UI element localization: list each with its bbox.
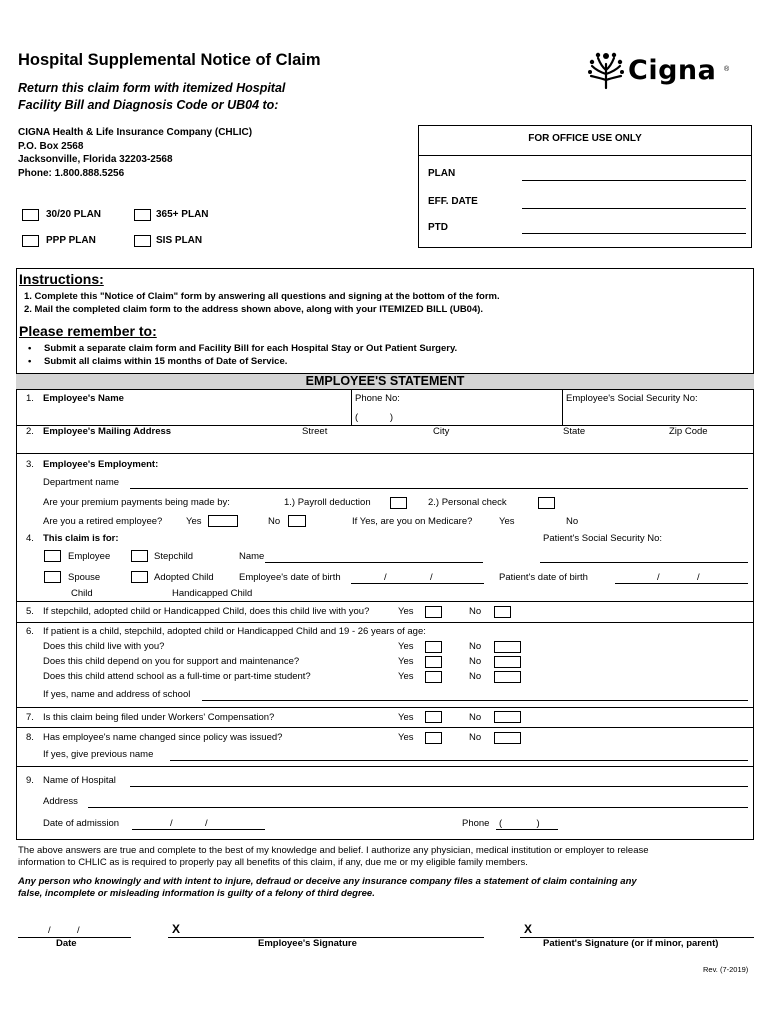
remember-item-2: Submit all claims within 15 months of Date of Service.: [44, 356, 288, 367]
q2-number: 2.: [26, 426, 34, 437]
q6a-yes-checkbox[interactable]: [425, 641, 442, 653]
medicare-label: If Yes, are you on Medicare?: [352, 516, 473, 527]
q5-yes-checkbox[interactable]: [425, 606, 442, 618]
patient-ssn-field[interactable]: [540, 562, 748, 563]
zip-label: Zip Code: [669, 426, 708, 437]
retired-employee-label: Are you a retired employee?: [43, 516, 163, 527]
tree-of-life-icon: [588, 50, 624, 90]
q6c-no-checkbox[interactable]: [494, 671, 521, 683]
q8-no-label: No: [469, 732, 482, 743]
employee-statement-header: EMPLOYEE'S STATEMENT: [16, 373, 754, 390]
stepchild-option-label: Stepchild: [154, 551, 194, 562]
q2-mailing-address-label: Employee's Mailing Address: [43, 426, 172, 437]
instructions-title: Instructions:: [19, 271, 104, 287]
plan-30-20-checkbox[interactable]: [22, 209, 39, 221]
school-field[interactable]: [202, 700, 748, 701]
q8-number: 8.: [26, 732, 34, 743]
admission-slash-2: /: [205, 818, 208, 829]
q8-name-changed-label: Has employee's name changed since policy was issued?: [43, 732, 283, 743]
form-title: Hospital Supplemental Notice of Claim: [18, 51, 321, 69]
q6c-yes-label: Yes: [398, 671, 414, 682]
address-po-box: P.O. Box 2568: [18, 140, 84, 152]
stepchild-checkbox[interactable]: [131, 550, 148, 562]
patient-name-field[interactable]: [265, 562, 483, 563]
q7-number: 7.: [26, 712, 34, 723]
q6b-label: Does this child depend on you for support and maintenance?: [43, 656, 300, 667]
address-company: CIGNA Health & Life Insurance Company (CHLIC): [18, 127, 253, 138]
hospital-address-field[interactable]: [88, 807, 748, 808]
department-field[interactable]: [130, 488, 748, 489]
plan-365-checkbox[interactable]: [134, 209, 151, 221]
department-label: Department name: [43, 477, 120, 488]
office-use-divider: [418, 155, 752, 156]
registered-mark: ®: [724, 66, 730, 73]
payroll-deduction-label: 1.) Payroll deduction: [284, 497, 371, 508]
q8-yes-checkbox[interactable]: [425, 732, 442, 744]
hospital-address-label: Address: [43, 796, 78, 807]
retired-no-checkbox[interactable]: [288, 515, 306, 527]
admission-date-field[interactable]: [132, 829, 265, 830]
cigna-logo: [588, 50, 738, 90]
q6a-yes-label: Yes: [398, 641, 414, 652]
q6b-yes-label: Yes: [398, 656, 414, 667]
patient-dob-slash-1: /: [657, 572, 660, 583]
patient-ssn-label: Patient's Social Security No:: [543, 533, 663, 544]
date-label: Date: [56, 938, 77, 949]
remember-bullet-1: •: [28, 343, 32, 354]
q8-no-checkbox[interactable]: [494, 732, 521, 744]
patient-signature-x: X: [524, 922, 533, 936]
office-use-title: FOR OFFICE USE ONLY: [528, 133, 642, 144]
q4-claim-for-label: This claim is for:: [43, 533, 119, 544]
row-8-bottom: [16, 766, 754, 767]
hospital-phone-field[interactable]: [496, 829, 558, 830]
office-eff-date-field[interactable]: [522, 208, 746, 209]
hospital-name-field[interactable]: [130, 786, 748, 787]
plan-ppp-label: PPP PLAN: [46, 235, 96, 246]
q1-number: 1.: [26, 393, 34, 404]
employee-option-label: Employee: [68, 551, 111, 562]
form-subtitle: [18, 80, 285, 114]
city-label: City: [433, 426, 450, 437]
plan-30-20-label: 30/20 PLAN: [46, 209, 102, 220]
q6c-yes-checkbox[interactable]: [425, 671, 442, 683]
q6-number: 6.: [26, 626, 34, 637]
hospital-phone-label: Phone: [462, 818, 490, 829]
q5-lives-with-you-label: If stepchild, adopted child or Handicapped Child, does this child live with you?: [43, 606, 370, 617]
logo-wordmark: Cigna: [628, 55, 717, 86]
plan-sis-label: SIS PLAN: [156, 235, 203, 246]
certification-line-1: The above answers are true and complete to the best of my knowledge and belief. I authorize any physician, medical institution or employer to release: [18, 845, 649, 856]
payroll-deduction-checkbox[interactable]: [390, 497, 407, 509]
patient-signature-label: Patient's Signature (or if minor, parent): [543, 938, 719, 949]
medicare-no-label: No: [566, 516, 579, 527]
q5-yes-label: Yes: [398, 606, 414, 617]
employee-dob-field[interactable]: [351, 583, 484, 584]
employee-dob-slash-2: /: [430, 572, 433, 583]
adopted-child-option-label: Adopted Child: [154, 572, 214, 583]
office-ptd-label: PTD: [428, 222, 448, 233]
employee-ssn-label: Employee's Social Security No:: [566, 393, 698, 404]
row-7-bottom: [16, 727, 754, 728]
medicare-yes-label: Yes: [499, 516, 515, 527]
street-label: Street: [302, 426, 328, 437]
retired-no-label: No: [268, 516, 281, 527]
q6b-no-label: No: [469, 656, 482, 667]
spouse-option-label: Spouse: [68, 572, 101, 583]
fraud-warning-line-2: false, incomplete or misleading information is guilty of a felony of third degree.: [18, 888, 375, 899]
adopted-child-checkbox[interactable]: [131, 571, 148, 583]
certification-line-2: information to CHLIC as is required to properly pay all benefits of this claim, if any, due me or my eligible family members.: [18, 857, 528, 868]
retired-yes-checkbox[interactable]: [208, 515, 238, 527]
row-5-bottom: [16, 622, 754, 623]
spouse-checkbox[interactable]: [44, 571, 61, 583]
office-eff-date-label: EFF. DATE: [428, 196, 478, 207]
q6c-label: Does this child attend school as a full-time or part-time student?: [43, 671, 311, 682]
instruction-2: 2. Mail the completed claim form to the address shown above, along with your ITEMIZED BILL (UB04).: [24, 304, 484, 315]
fraud-warning-line-1: Any person who knowingly and with intent to injure, defraud or deceive any insurance company files a statement of claim containing any: [18, 876, 637, 887]
child-option-label: Child: [71, 588, 93, 599]
employee-checkbox[interactable]: [44, 550, 61, 562]
plan-ppp-checkbox[interactable]: [22, 235, 39, 247]
q1-employee-name-label: Employee's Name: [43, 393, 124, 404]
office-plan-label: PLAN: [428, 168, 456, 179]
address-city: Jacksonville, Florida 32203-2568: [18, 154, 173, 165]
admission-slash-1: /: [170, 818, 173, 829]
remember-bullet-2: •: [28, 356, 32, 367]
certification-text: [18, 845, 649, 869]
personal-check-label: 2.) Personal check: [428, 497, 507, 508]
q6b-no-checkbox[interactable]: [494, 656, 521, 668]
premium-payments-label: Are your premium payments being made by:: [43, 497, 230, 508]
row-2-bottom: [16, 453, 754, 454]
plan-sis-checkbox[interactable]: [134, 235, 151, 247]
admission-date-label: Date of admission: [43, 818, 120, 829]
row-4-bottom: [16, 601, 754, 602]
patient-dob-label: Patient's date of birth: [499, 572, 588, 583]
patient-name-label: Name: [239, 551, 265, 562]
q4-number: 4.: [26, 533, 34, 544]
remember-item-1: Submit a separate claim form and Facility Bill for each Hospital Stay or Out Patient Surgery.: [44, 343, 458, 354]
row-6-bottom: [16, 707, 754, 708]
office-plan-field[interactable]: [522, 180, 746, 181]
state-label: State: [563, 426, 586, 437]
q5-number: 5.: [26, 606, 34, 617]
q5-no-checkbox[interactable]: [494, 606, 511, 618]
q8-yes-label: Yes: [398, 732, 414, 743]
revision-label: Rev. (7-2019): [703, 965, 749, 974]
q7-yes-checkbox[interactable]: [425, 711, 442, 723]
previous-name-field[interactable]: [170, 760, 748, 761]
q8-previous-name-label: If yes, give previous name: [43, 749, 154, 760]
patient-dob-field[interactable]: [615, 583, 748, 584]
q7-no-label: No: [469, 712, 482, 723]
remember-title: Please remember to:: [19, 323, 157, 339]
subtitle-line-1: Return this claim form with itemized Hospital: [18, 81, 286, 95]
q5-no-label: No: [469, 606, 482, 617]
employee-signature-label: Employee's Signature: [258, 938, 357, 949]
q1-divider-1: [351, 390, 352, 425]
handicapped-child-option-label: Handicapped Child: [172, 588, 253, 599]
q1-divider-2: [562, 390, 563, 425]
q7-workers-comp-label: Is this claim being filed under Workers' Compensation?: [43, 712, 275, 723]
q6a-label: Does this child live with you?: [43, 641, 165, 652]
address-phone: Phone: 1.800.888.5256: [18, 167, 125, 179]
date-slashes: / /: [48, 925, 80, 936]
mailing-address: [18, 126, 252, 180]
phone-format: ( ): [355, 412, 393, 423]
employee-dob-slash-1: /: [384, 572, 387, 583]
personal-check-checkbox[interactable]: [538, 497, 555, 509]
plan-365-label: 365+ PLAN: [156, 209, 209, 220]
q9-hospital-name-label: Name of Hospital: [43, 775, 116, 786]
q6-dependent-label: If patient is a child, stepchild, adopted child or Handicapped Child and 19 - 26 years of age:: [43, 626, 426, 637]
q6a-no-label: No: [469, 641, 482, 652]
office-ptd-field[interactable]: [522, 233, 746, 234]
employee-dob-label: Employee's date of birth: [239, 572, 341, 583]
subtitle-line-2: Facility Bill and Diagnosis Code or UB04 to:: [18, 98, 279, 112]
q3-employment-label: Employee's Employment:: [43, 459, 159, 470]
instruction-1: 1. Complete this "Notice of Claim" form by answering all questions and signing at the bottom of the form.: [24, 291, 500, 302]
hospital-phone-format: ( ): [499, 818, 540, 829]
retired-yes-label: Yes: [186, 516, 202, 527]
q3-number: 3.: [26, 459, 34, 470]
patient-dob-slash-2: /: [697, 572, 700, 583]
fraud-warning: [18, 876, 637, 900]
q7-yes-label: Yes: [398, 712, 414, 723]
q6d-school-label: If yes, name and address of school: [43, 689, 191, 700]
q6a-no-checkbox[interactable]: [494, 641, 521, 653]
employee-signature-x: X: [172, 922, 181, 936]
q6c-no-label: No: [469, 671, 482, 682]
q6b-yes-checkbox[interactable]: [425, 656, 442, 668]
phone-label: Phone No:: [355, 393, 400, 404]
q7-no-checkbox[interactable]: [494, 711, 521, 723]
q9-number: 9.: [26, 775, 34, 786]
